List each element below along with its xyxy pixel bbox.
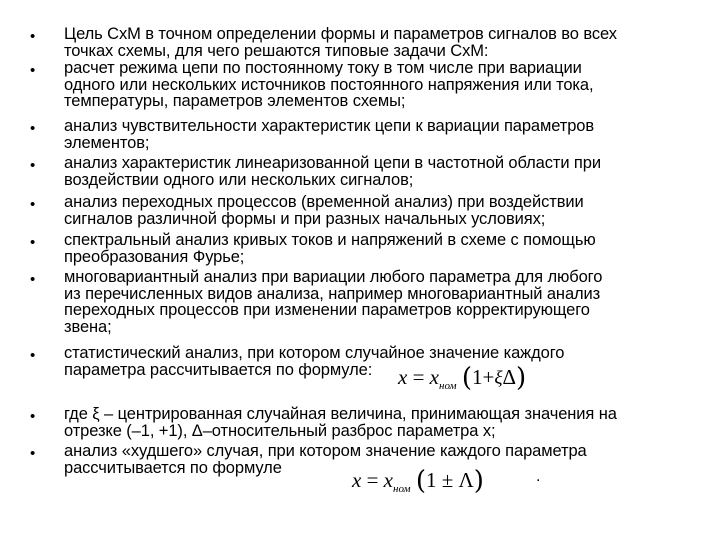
- item-line: звена;: [64, 317, 112, 336]
- item-line: рассчитывается по формуле: [64, 458, 282, 477]
- formula-statistical: [398, 363, 527, 393]
- formula-xi: ξ: [494, 368, 503, 389]
- list-item-ac-analysis: [64, 155, 694, 188]
- bullet-marker: •: [30, 271, 36, 288]
- item-line: сигналов различной формы и при разных начальных условиях;: [64, 209, 546, 228]
- bullet-marker: •: [30, 445, 36, 462]
- item-line: воздействии одного или нескольких сигналов;: [64, 170, 414, 189]
- formula-open-paren: (: [461, 363, 472, 393]
- formula-one: 1: [471, 365, 483, 389]
- trailing-period: .: [536, 468, 541, 485]
- item-line: температуры, параметров элементов схемы;: [64, 92, 406, 110]
- item-line: анализ характеристик линеаризованной цепи в частотной области при: [64, 154, 601, 172]
- item-line: где ξ – центрированная случайная величина, принимающая значения на: [64, 405, 617, 423]
- formula-plus: +: [482, 365, 495, 389]
- item-line: элементов;: [64, 133, 150, 152]
- item-line: отрезке (–1, +1), Δ–относительный разброс параметра x;: [64, 421, 496, 440]
- item-line: переходных процессов при изменении параметров корректирующего: [64, 301, 590, 319]
- item-line: анализ переходных процессов (временной анализ) при воздействии: [64, 193, 584, 211]
- bullet-marker: •: [30, 196, 36, 213]
- item-line: преобразования Фурье;: [64, 247, 245, 266]
- list-item-dc-analysis: [64, 60, 694, 110]
- bullet-marker: •: [30, 408, 36, 425]
- item-line: одного или нескольких источников постоянного напряжения или тока,: [64, 75, 594, 94]
- formula-variable-x: x: [352, 468, 362, 492]
- item-line: параметра рассчитывается по формуле:: [64, 360, 373, 379]
- item-line: Цель СхМ в точном определении формы и параметров сигналов во всех: [64, 25, 617, 43]
- list-item-multivariant: [64, 269, 694, 335]
- bullet-marker: •: [30, 62, 36, 79]
- formula-lambda: Λ: [458, 468, 474, 492]
- item-line: расчет режима цепи по постоянному току в том числе при вариации: [64, 59, 582, 77]
- bullet-marker: •: [30, 28, 36, 45]
- formula-equals: =: [412, 365, 425, 389]
- formula-subscript: ном: [393, 483, 411, 495]
- formula-variable-x-nom: x: [429, 365, 439, 389]
- list-item-statistical: [64, 345, 694, 378]
- list-item-xi-definition: [64, 406, 694, 439]
- formula-close-paren: ): [473, 466, 484, 496]
- item-line: точках схемы, для чего решаются типовые задачи СхМ:: [64, 41, 489, 60]
- formula-variable-x-nom: x: [383, 468, 393, 492]
- formula-subscript: ном: [439, 380, 457, 392]
- formula-one: 1: [425, 468, 437, 492]
- formula-close-paren: ): [515, 363, 527, 393]
- list-item-goal: [64, 26, 694, 59]
- bullet-marker: •: [30, 120, 36, 137]
- bullet-marker: •: [30, 347, 36, 364]
- bullet-marker: •: [30, 234, 36, 251]
- list-item-transient: [64, 194, 694, 227]
- item-line: многовариантный анализ при вариации любого параметра для любого: [64, 268, 603, 286]
- list-item-sensitivity: [64, 118, 694, 151]
- formula-worst-case: [352, 466, 484, 496]
- item-line: анализ чувствительности характеристик цепи к вариации параметров: [64, 117, 595, 135]
- formula-delta: Δ: [502, 365, 516, 389]
- item-line: спектральный анализ кривых токов и напряжений в схеме с помощью: [64, 231, 596, 249]
- formula-open-paren: (: [415, 466, 426, 496]
- formula-equals: =: [366, 468, 379, 492]
- list-item-spectral: [64, 232, 694, 265]
- bullet-marker: •: [30, 157, 36, 174]
- item-line: анализ «худшего» случая, при котором значение каждого параметра: [64, 442, 587, 460]
- item-line: статистический анализ, при котором случайное значение каждого: [64, 344, 565, 362]
- item-line: из перечисленных видов анализа, например многовариантный анализ: [64, 284, 601, 303]
- formula-plus-minus: ±: [441, 468, 454, 492]
- formula-variable-x: x: [398, 365, 408, 389]
